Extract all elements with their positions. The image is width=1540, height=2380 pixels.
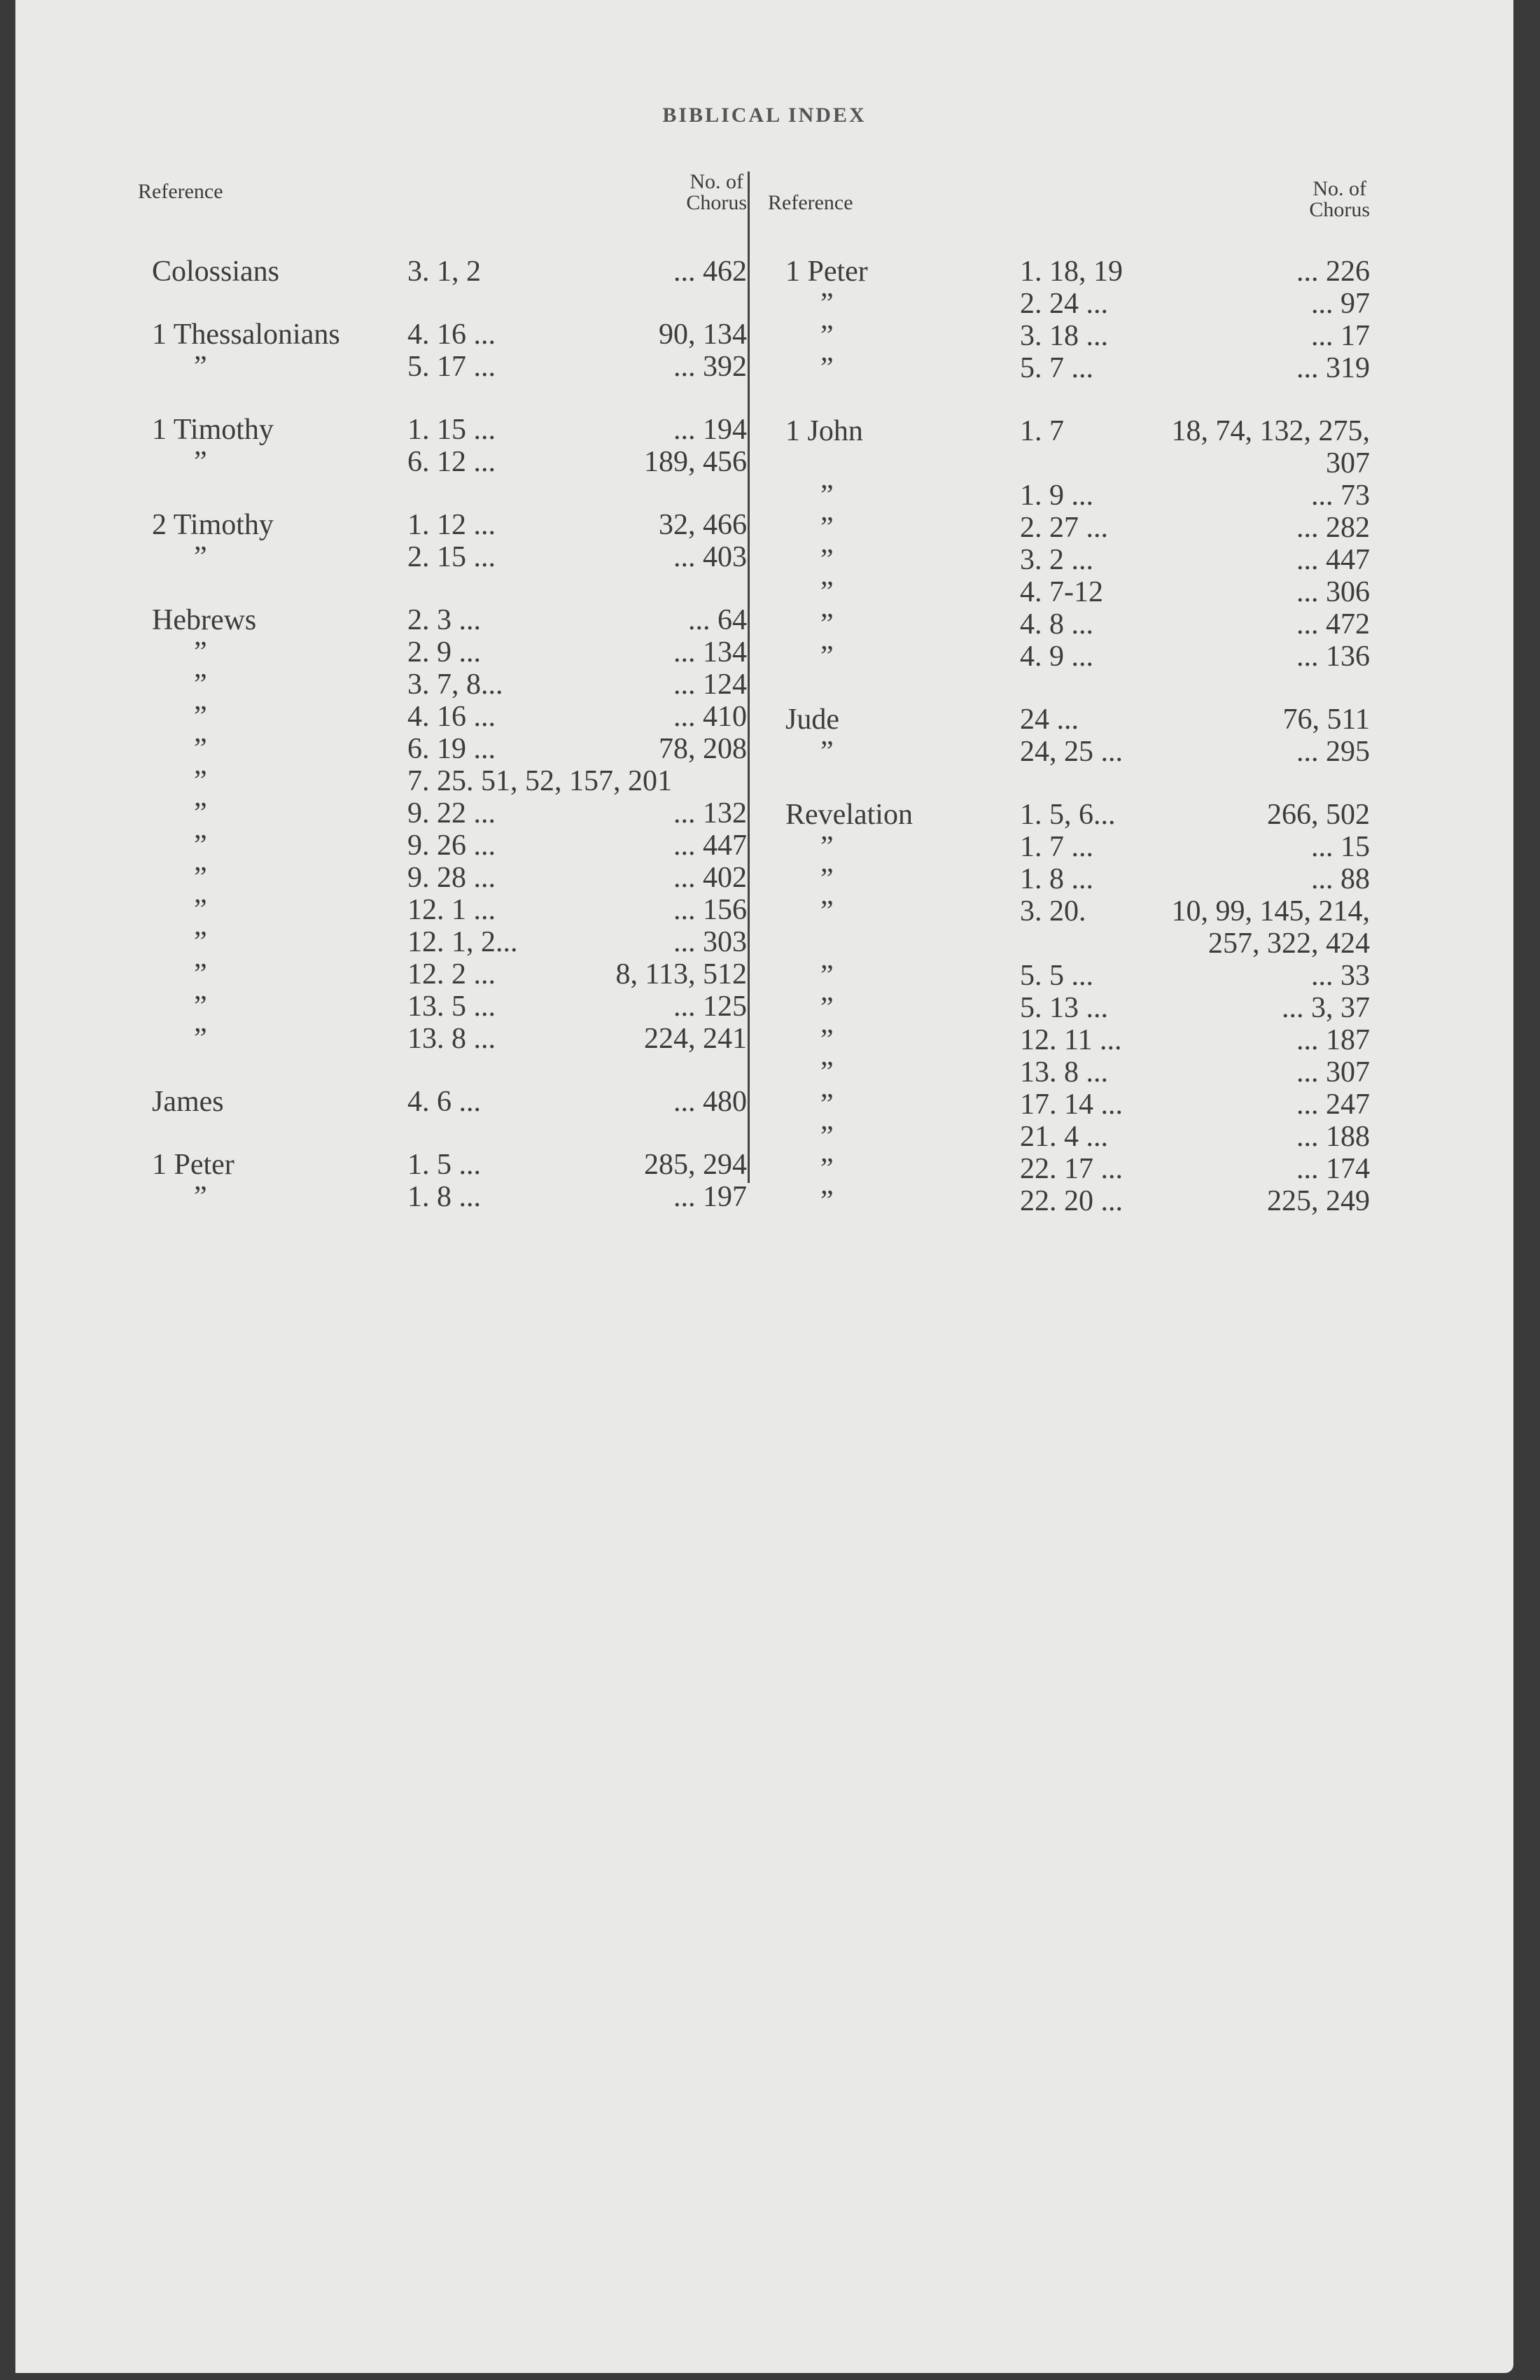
index-row (138, 958, 747, 990)
index-row (768, 479, 1370, 512)
chorus-numbers: ... 136 (1296, 640, 1370, 673)
verse-ref: 1. 5 ... (407, 1149, 481, 1181)
index-row (768, 736, 1370, 768)
verse-ref: 3. 2 ... (1020, 544, 1093, 576)
verse-ref: 3. 1, 2 (407, 255, 481, 288)
index-row (138, 318, 747, 351)
index-row (138, 541, 747, 573)
book-name: ” (194, 894, 207, 926)
chorus-numbers: ... 174 (1296, 1153, 1370, 1185)
verse-ref: 22. 20 ... (1020, 1185, 1123, 1217)
index-row (768, 640, 1370, 673)
verse-ref: 13. 8 ... (407, 1023, 496, 1055)
chorus-numbers: 8, 113, 512 (615, 958, 747, 990)
book-name: ” (194, 862, 207, 894)
book-name: ” (820, 1088, 834, 1121)
chorus-numbers: ... 480 (673, 1086, 747, 1118)
book-name: 1 Peter (785, 255, 868, 288)
verse-ref: 24, 25 ... (1020, 736, 1123, 768)
column-divider (748, 172, 750, 1183)
chorus-numbers: ... 132 (673, 797, 747, 830)
chorus-heading-line2: Chorus (686, 191, 747, 214)
verse-ref: 5. 17 ... (407, 351, 496, 383)
chorus-numbers: ... 64 (688, 604, 747, 636)
book-name: ” (820, 1056, 834, 1088)
verse-ref: 4. 6 ... (407, 1086, 481, 1118)
chorus-numbers: 307 (1326, 447, 1370, 479)
index-row (768, 1121, 1370, 1153)
book-name: ” (820, 544, 834, 576)
book-name: ” (194, 926, 207, 958)
chorus-numbers: 189, 456 (644, 446, 747, 478)
chorus-numbers: ... 306 (1296, 576, 1370, 608)
book-name: ” (820, 1121, 834, 1153)
book-name: 1 Peter (152, 1149, 234, 1181)
verse-ref: 12. 11 ... (1020, 1024, 1122, 1056)
index-row (768, 1024, 1370, 1056)
verse-ref: 21. 4 ... (1020, 1121, 1108, 1153)
chorus-numbers: ... 3, 37 (1282, 992, 1370, 1024)
index-row (138, 765, 747, 797)
index-row (768, 927, 1370, 960)
index-row (768, 1153, 1370, 1185)
verse-ref: 2. 15 ... (407, 541, 496, 573)
chorus-numbers: 285, 294 (644, 1149, 747, 1181)
book-name: Revelation (785, 799, 913, 831)
book-name: ” (194, 765, 207, 797)
verse-ref: 5. 7 ... (1020, 352, 1093, 384)
chorus-numbers: 225, 249 (1267, 1185, 1370, 1217)
book-name: ” (820, 479, 834, 512)
index-row (138, 1023, 747, 1055)
book-name: ” (820, 1024, 834, 1056)
index-row (768, 992, 1370, 1024)
chorus-heading-line1: No. of (1312, 177, 1366, 200)
index-row (768, 608, 1370, 640)
index-row (138, 414, 747, 446)
verse-ref: 12. 1, 2... (407, 926, 518, 958)
verse-ref: 2. 27 ... (1020, 512, 1108, 544)
book-name: ” (820, 576, 834, 608)
chorus-numbers: ... 282 (1296, 512, 1370, 544)
chorus-numbers: ... 73 (1311, 479, 1370, 512)
chorus-numbers: ... 15 (1311, 831, 1370, 863)
book-name: ” (820, 288, 834, 320)
reference-heading: Reference (138, 180, 223, 203)
book-name: ” (194, 351, 207, 383)
index-row (138, 733, 747, 765)
verse-ref: 5. 13 ... (1020, 992, 1108, 1024)
book-name: ” (820, 512, 834, 544)
index-row (768, 799, 1370, 831)
verse-ref: 2. 9 ... (407, 636, 481, 668)
chorus-numbers: ... 226 (1296, 255, 1370, 288)
index-row (138, 990, 747, 1023)
index-row (768, 447, 1370, 479)
chorus-numbers: 90, 134 (659, 318, 747, 351)
book-name: ” (820, 960, 834, 992)
chorus-numbers: ... 197 (673, 1181, 747, 1213)
chorus-numbers: 10, 99, 145, 214, (1171, 895, 1370, 927)
chorus-numbers: ... 187 (1296, 1024, 1370, 1056)
index-row (768, 704, 1370, 736)
index-row (138, 255, 747, 288)
verse-ref: 4. 8 ... (1020, 608, 1093, 640)
verse-ref: 1. 12 ... (407, 509, 496, 541)
index-row (768, 320, 1370, 352)
right-column-header (768, 172, 1370, 255)
chorus-numbers: ... 462 (673, 255, 747, 288)
index-row (138, 701, 747, 733)
chorus-numbers: ... 33 (1311, 960, 1370, 992)
book-name: ” (194, 446, 207, 478)
index-row (768, 895, 1370, 927)
reference-heading: Reference (768, 191, 853, 214)
verse-ref: 13. 8 ... (1020, 1056, 1108, 1088)
verse-ref: 1. 5, 6... (1020, 799, 1116, 831)
chorus-numbers: ... 247 (1296, 1088, 1370, 1121)
index-row (138, 894, 747, 926)
chorus-numbers: ... 124 (673, 668, 747, 701)
chorus-numbers: ... 402 (673, 862, 747, 894)
index-row (768, 863, 1370, 895)
book-name: ” (194, 636, 207, 668)
chorus-numbers: 18, 74, 132, 275, (1171, 415, 1370, 447)
index-row (138, 668, 747, 701)
index-row (138, 509, 747, 541)
right-rows (768, 255, 1370, 1217)
index-row (138, 604, 747, 636)
chorus-numbers: 257, 322, 424 (1208, 927, 1370, 960)
chorus-numbers: 266, 502 (1267, 799, 1370, 831)
index-row (138, 862, 747, 894)
right-column (768, 172, 1370, 1217)
verse-ref: 1. 7 ... (1020, 831, 1093, 863)
left-column-header (138, 172, 747, 255)
chorus-numbers: ... 295 (1296, 736, 1370, 768)
chorus-numbers: ... 447 (1296, 544, 1370, 576)
book-name: ” (194, 1181, 207, 1213)
verse-ref: 1. 7 (1020, 415, 1064, 447)
index-row (138, 446, 747, 478)
index-page (15, 0, 1513, 2373)
verse-ref: 2. 24 ... (1020, 288, 1108, 320)
verse-ref: 5. 5 ... (1020, 960, 1093, 992)
book-name: 1 Timothy (152, 414, 274, 446)
verse-ref: 1. 8 ... (407, 1181, 481, 1213)
verse-ref: 6. 19 ... (407, 733, 496, 765)
left-rows (138, 255, 747, 1213)
book-name: ” (820, 320, 834, 352)
book-name: 2 Timothy (152, 509, 274, 541)
index-row (138, 797, 747, 830)
chorus-numbers: ... 303 (673, 926, 747, 958)
chorus-heading (1309, 178, 1370, 220)
verse-ref: 2. 3 ... (407, 604, 481, 636)
book-name: ” (194, 990, 207, 1023)
index-row (768, 544, 1370, 576)
book-name: ” (820, 992, 834, 1024)
chorus-numbers: ... 403 (673, 541, 747, 573)
index-row (768, 831, 1370, 863)
book-name: ” (194, 1023, 207, 1055)
book-name: ” (194, 733, 207, 765)
book-name: 1 Thessalonians (152, 318, 340, 351)
chorus-numbers: ... 447 (673, 830, 747, 862)
book-name: ” (194, 701, 207, 733)
book-name: ” (194, 958, 207, 990)
index-row (138, 830, 747, 862)
book-name: ” (820, 831, 834, 863)
book-name: ” (194, 830, 207, 862)
book-name: ” (194, 797, 207, 830)
chorus-numbers: ... 125 (673, 990, 747, 1023)
verse-ref: 24 ... (1020, 704, 1079, 736)
verse-ref: 3. 20. (1020, 895, 1086, 927)
verse-ref: 12. 1 ... (407, 894, 496, 926)
chorus-numbers: 78, 208 (659, 733, 747, 765)
verse-ref: 12. 2 ... (407, 958, 496, 990)
book-name: ” (820, 895, 834, 927)
index-row (138, 636, 747, 668)
verse-ref: 1. 9 ... (1020, 479, 1093, 512)
verse-ref: 1. 8 ... (1020, 863, 1093, 895)
chorus-numbers: 32, 466 (659, 509, 747, 541)
verse-ref: 4. 9 ... (1020, 640, 1093, 673)
index-row (768, 960, 1370, 992)
chorus-numbers: ... 194 (673, 414, 747, 446)
chorus-numbers: ... 307 (1296, 1056, 1370, 1088)
index-row (138, 1086, 747, 1118)
book-name: ” (194, 541, 207, 573)
book-name: ” (820, 352, 834, 384)
index-row (768, 512, 1370, 544)
chorus-heading (686, 172, 747, 214)
chorus-numbers: ... 188 (1296, 1121, 1370, 1153)
chorus-numbers: ... 410 (673, 701, 747, 733)
book-name: ” (820, 1185, 834, 1217)
book-name: ” (820, 1153, 834, 1185)
left-column (138, 172, 747, 1213)
book-name: Jude (785, 704, 839, 736)
verse-ref: 4. 16 ... (407, 318, 496, 351)
index-row (768, 352, 1370, 384)
chorus-numbers: 224, 241 (644, 1023, 747, 1055)
index-row (138, 1181, 747, 1213)
chorus-numbers: ... 156 (673, 894, 747, 926)
book-name: 1 John (785, 415, 863, 447)
book-name: ” (820, 736, 834, 768)
chorus-numbers: ... 134 (673, 636, 747, 668)
chorus-numbers: ... 97 (1311, 288, 1370, 320)
book-name: James (152, 1086, 224, 1118)
book-name: ” (820, 640, 834, 673)
verse-ref: 17. 14 ... (1020, 1088, 1123, 1121)
page-title: BIBLICAL INDEX (662, 104, 867, 127)
verse-ref: 3. 7, 8... (407, 668, 503, 701)
index-row (768, 255, 1370, 288)
verse-ref: 6. 12 ... (407, 446, 496, 478)
verse-ref: 13. 5 ... (407, 990, 496, 1023)
chorus-numbers: ... 88 (1311, 863, 1370, 895)
verse-ref: 9. 22 ... (407, 797, 496, 830)
index-row (138, 351, 747, 383)
chorus-heading-line2: Chorus (1309, 198, 1370, 221)
index-row (138, 1149, 747, 1181)
index-row (768, 1056, 1370, 1088)
chorus-heading-line1: No. of (690, 170, 743, 193)
verse-ref: 1. 15 ... (407, 414, 496, 446)
book-name: ” (820, 863, 834, 895)
chorus-numbers: ... 472 (1296, 608, 1370, 640)
chorus-numbers: ... 392 (673, 351, 747, 383)
book-name: ” (820, 608, 834, 640)
index-row (768, 576, 1370, 608)
book-name: ” (194, 668, 207, 701)
verse-ref: 4. 7-12 (1020, 576, 1103, 608)
verse-ref: 7. 25. 51, 52, 157, 201 (407, 765, 672, 797)
index-row (768, 1088, 1370, 1121)
book-name: Colossians (152, 255, 280, 288)
verse-ref: 9. 26 ... (407, 830, 496, 862)
verse-ref: 1. 18, 19 (1020, 255, 1123, 288)
chorus-numbers: ... 17 (1311, 320, 1370, 352)
verse-ref: 9. 28 ... (407, 862, 496, 894)
index-row (138, 926, 747, 958)
verse-ref: 4. 16 ... (407, 701, 496, 733)
index-row (768, 415, 1370, 447)
verse-ref: 22. 17 ... (1020, 1153, 1123, 1185)
chorus-numbers: ... 319 (1296, 352, 1370, 384)
index-row (768, 1185, 1370, 1217)
verse-ref: 3. 18 ... (1020, 320, 1108, 352)
index-row (768, 288, 1370, 320)
chorus-numbers: 76, 511 (1282, 704, 1370, 736)
book-name: Hebrews (152, 604, 257, 636)
